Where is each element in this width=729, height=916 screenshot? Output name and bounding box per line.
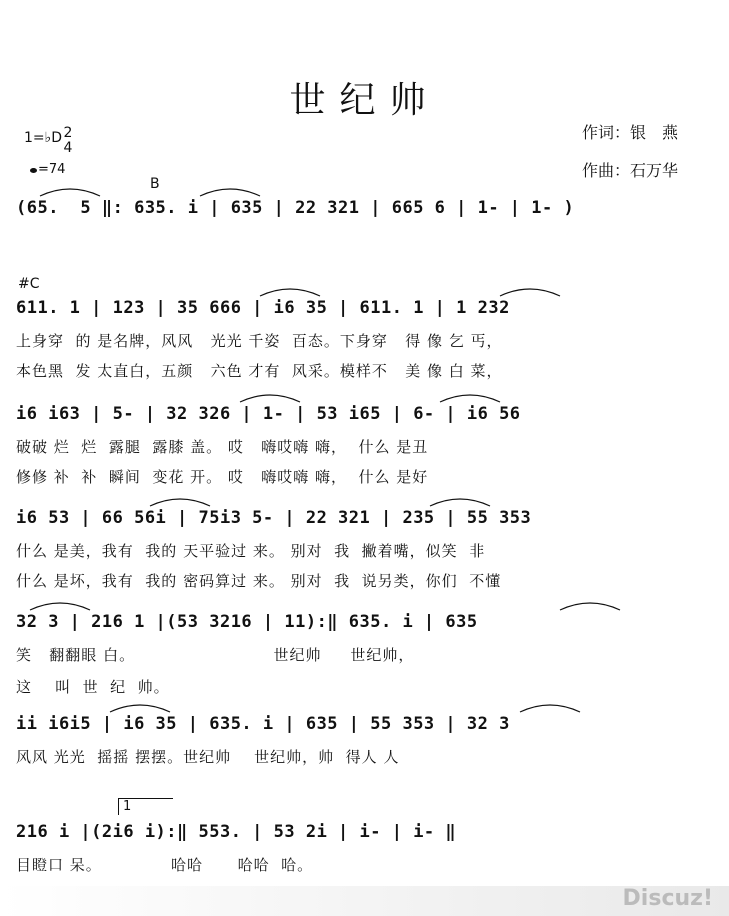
- notation-line: i6 53 | 66 56i | 75i3 5- | 22 321 | 235 | 55 353: [16, 508, 532, 528]
- slur: [260, 289, 320, 296]
- slur: [500, 289, 560, 296]
- rehearsal-mark-b: B: [150, 176, 160, 192]
- slur: [40, 189, 100, 196]
- lyric-verse-1: 什么 是美，我有 我的 天平验过 来。 别对 我 撇着嘴，似笑 非: [16, 542, 486, 560]
- slur: [560, 603, 620, 610]
- lyric-verse-1: 笑 翻翻眼 白。 世纪帅 世纪帅，: [16, 646, 415, 664]
- lyricist-credit: 作词：银 燕: [582, 123, 679, 142]
- lyric-verse-2: 这 叫 世 纪 帅。: [16, 678, 170, 696]
- slur: [430, 499, 490, 506]
- slur: [440, 395, 500, 402]
- notation-line: 32 3 | 216 1 |(53 3216 | 11):‖ 635. i | 635: [16, 612, 478, 632]
- tempo-value: =74: [38, 162, 66, 177]
- lyric-verse-1: 目瞪口 呆。 哈哈 哈哈 哈。: [16, 856, 314, 874]
- lyric-verse-1: 破破 烂 烂 露腿 露膝 盖。 哎 嗨哎嗨 嗨， 什么 是丑: [16, 438, 429, 456]
- song-title: 世纪帅: [289, 80, 440, 121]
- notation-line: 611. 1 | 123 | 35 666 | i6 35 | 611. 1 | 1 232: [16, 298, 510, 318]
- slur: [30, 603, 90, 610]
- volta-number: 1: [123, 799, 132, 814]
- lyric-verse-2: 什么 是坏，我有 我的 密码算过 来。 别对 我 说另类，你们 不懂: [16, 572, 502, 590]
- notation-line: 216 i |(2i6 i):‖ 553. | 53 2i | i- | i- ‖: [16, 822, 457, 842]
- slur: [240, 395, 300, 402]
- volta-bracket: [118, 798, 173, 815]
- notation-line: ii i6i5 | i6 35 | 635. i | 635 | 55 353 | 32 3: [16, 714, 510, 734]
- quarter-note-icon: [30, 168, 37, 173]
- composer-credit: 作曲：石万华: [582, 161, 679, 180]
- lyric-verse-1: 风风 光光 摇摇 摆摆。世纪帅 世纪帅，帅 得人 人: [16, 748, 400, 766]
- time-signature: [62, 126, 74, 156]
- meter-bottom: 4: [63, 140, 73, 156]
- meter-top: 2: [63, 125, 73, 141]
- slur: [200, 189, 260, 196]
- lyric-verse-2: 修修 补 补 瞬间 变花 开。 哎 嗨哎嗨 嗨， 什么 是好: [16, 468, 429, 486]
- key-signature: 1=♭D: [24, 130, 63, 146]
- notation-line: (65. 5 ‖: 635. i | 635 | 22 321 | 665 6 | 1- | 1- ): [16, 198, 575, 218]
- notation-line: i6 i63 | 5- | 32 326 | 1- | 53 i65 | 6- | i6 56: [16, 404, 521, 424]
- lyric-verse-2: 本色黑 发 太直白，五颜 六色 才有 风采。模样不 美 像 白 菜，: [16, 362, 503, 380]
- lyric-verse-1: 上身穿 的 是名牌，风风 光光 千姿 百态。下身穿 得 像 乞 丐，: [16, 332, 503, 350]
- watermark-bar: [0, 886, 729, 916]
- watermark-logo: Discuz!: [622, 886, 713, 911]
- tempo-marking: [30, 162, 65, 177]
- rehearsal-mark-c: #C: [18, 276, 40, 292]
- slur: [150, 499, 210, 506]
- slur: [520, 705, 580, 712]
- slur: [110, 705, 170, 712]
